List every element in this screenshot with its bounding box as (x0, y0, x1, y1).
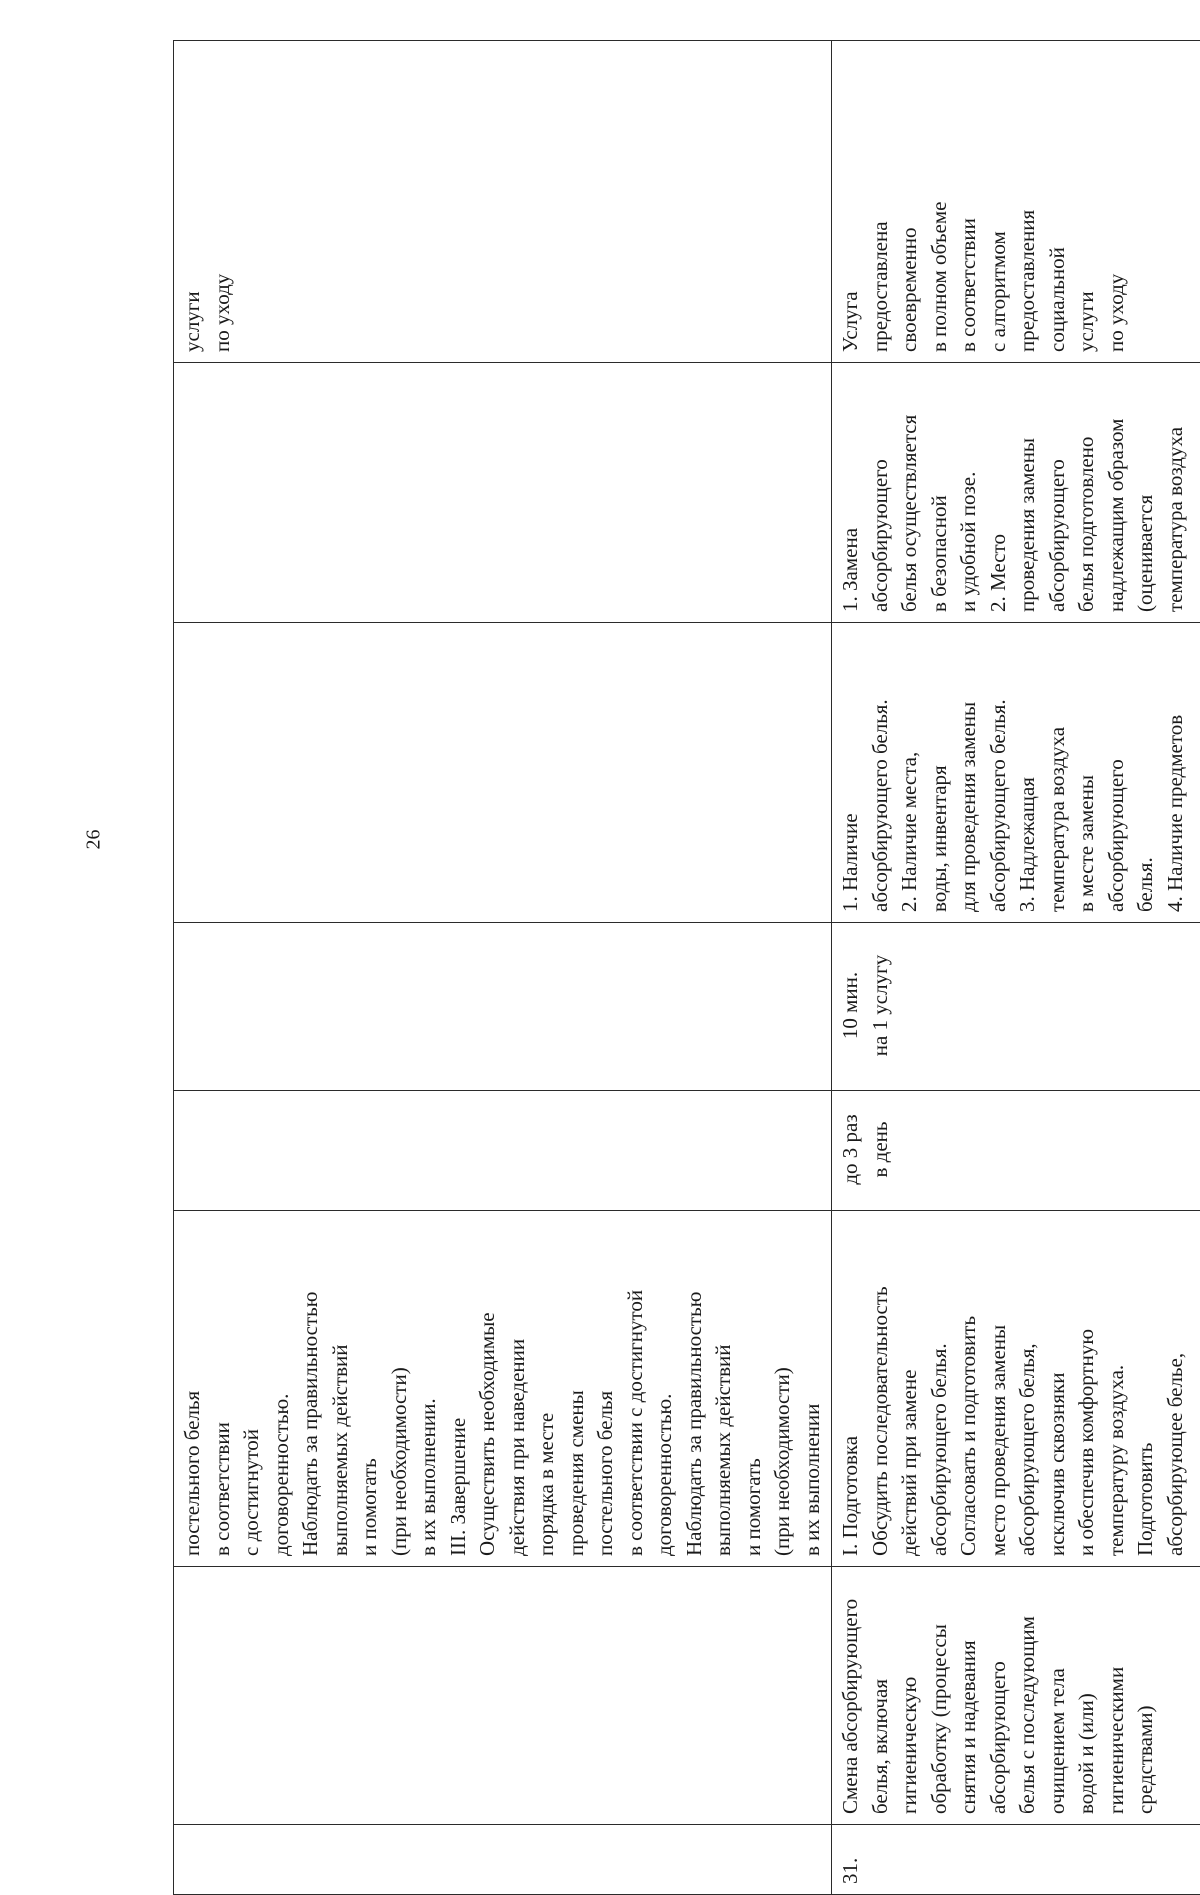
cell-service-name: Смена абсорбирующего белья, включая гигиеническую обработку (процессы снятия и надевания абсорбирующего белья с последующим очищением тела водой и (или) гигиеническими средствами) (832, 1567, 1200, 1825)
cell-frequency: до 3 раз в день (832, 1091, 1200, 1211)
cell-description: постельного белья в соответствии с достигнутой договоренностью. Наблюдать за правильностью выполняемых действий и помогать (при необходимости) в их выполнении. III. Завершение Осуществить необходимые действия при наведении порядка в месте проведения смены постельного белья в соответствии с достигнутой договоренностью. Наблюдать за правильностью выполняемых действий и помогать (при необходимости) в их выполнении (174, 1211, 832, 1567)
cell-number: 31. (832, 1825, 1200, 1895)
cell-conditions: 1. Наличие абсорбирующего белья. 2. Наличие места, воды, инвентаря для проведения замены абсорбирующего белья. 3. Надлежащая температура воздуха в месте замены абсорбирующего белья. 4. Наличие предметов (832, 623, 1200, 923)
cell-evaluation: Услуга предоставлена своевременно в полном объеме в соответствии с алгоритмом предоставления социальной услуги по уходу (832, 41, 1200, 363)
table-row (174, 41, 832, 1895)
services-table (173, 41, 1148, 1895)
cell-quality (174, 363, 832, 623)
cell-number (174, 1825, 832, 1895)
table-row (832, 41, 1200, 1895)
cell-description: I. Подготовка Обсудить последовательность действий при замене абсорбирующего белья. Согласовать и подготовить место проведения замены абсорбирующего белья, исключив сквозняки и обеспечив комфортную температуру воздуха. Подготовить абсорбирующее белье, (832, 1211, 1200, 1567)
cell-service-name (174, 1567, 832, 1825)
cell-time: 10 мин. на 1 услугу (832, 923, 1200, 1091)
cell-conditions (174, 623, 832, 923)
cell-evaluation: услуги по уходу (174, 41, 832, 363)
page-number: 26 (83, 826, 106, 854)
cell-time (174, 923, 832, 1091)
cell-quality: 1. Замена абсорбирующего белья осуществляется в безопасной и удобной позе. 2. Место проведения замены абсорбирующего белья подготовлено надлежащим образом (оценивается температура воздуха (832, 363, 1200, 623)
cell-frequency (174, 1091, 832, 1211)
